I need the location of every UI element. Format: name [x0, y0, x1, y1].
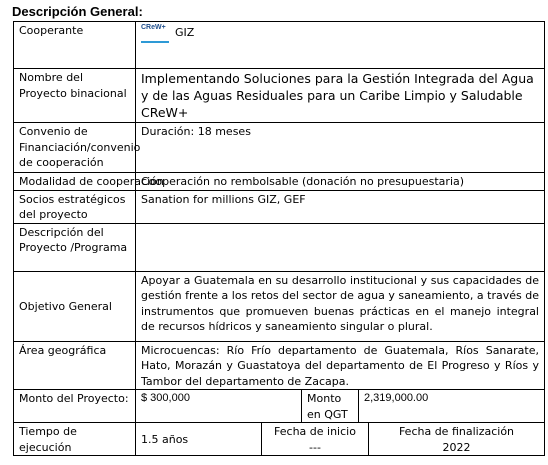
descripcion-value: [136, 223, 545, 271]
nombre-value: Implementando Soluciones para la Gestión Integrada del Agua y de las Aguas Residuales para un Caribe Limpio y Saludable CReW+: [136, 69, 545, 123]
row-monto: [14, 390, 545, 423]
area-value: Microcuencas: Río Frío departamento de Guatemala, Ríos Sanarate, Hato, Morazán y Guastatoya del departamento de El Progreso y Ríos y Tambor del departamento de Zacapa.: [136, 341, 545, 390]
row-socios: [14, 190, 545, 223]
cooperante-label: Cooperante: [14, 22, 136, 69]
fecha-inicio-label: Fecha de inicio: [274, 425, 356, 438]
fecha-fin-label: Fecha de finalización: [398, 425, 515, 438]
fecha-fin-value: 2022: [442, 440, 471, 454]
convenio-value: Duración: 18 meses: [136, 123, 545, 173]
monto-qgt-label: Monto en QGT: [302, 390, 359, 423]
modalidad-value: Cooperación no rembolsable (donación no presupuestaria): [136, 173, 545, 191]
tiempo-value: 1.5 años: [136, 423, 262, 456]
row-convenio: [14, 123, 545, 173]
fecha-inicio-cell: [262, 423, 369, 456]
tiempo-label: Tiempo de ejecución: [14, 423, 136, 456]
convenio-label: Convenio de Financiación/convenio de cooperación: [14, 123, 136, 173]
nombre-label: Nombre del Proyecto binacional: [14, 69, 136, 123]
row-nombre: [14, 69, 545, 123]
socios-value: Sanation for millions GIZ, GEF: [136, 190, 545, 223]
objetivo-value: Apoyar a Guatemala en su desarrollo institucional y sus capacidades de gestión frente a los retos del sector de agua y saneamiento, a través de instrumentos que promueven buenas prácticas en el manejo integral de recursos hídricos y saneamiento singular o plural.: [136, 271, 545, 341]
row-descripcion: [14, 223, 545, 271]
row-area: [14, 341, 545, 390]
fecha-inicio-value: ---: [309, 440, 321, 454]
objetivo-label: Objetivo General: [14, 271, 136, 341]
row-objetivo: [14, 271, 545, 341]
cooperante-value: GIZ: [175, 26, 195, 39]
row-tiempo: [14, 423, 545, 456]
area-label: Área geográfica: [14, 341, 136, 390]
monto-label: Monto del Proyecto:: [14, 390, 136, 423]
monto-qgt-value: 2,319,000.00: [359, 390, 545, 423]
descripcion-label: Descripción del Proyecto /Programa: [14, 223, 136, 271]
crew-logo: CReW+: [141, 23, 169, 43]
section-heading: Descripción General:: [12, 4, 143, 19]
socios-label: Socios estratégicos del proyecto: [14, 190, 136, 223]
modalidad-label: Modalidad de cooperación: [14, 173, 136, 191]
monto-usd: $ 300,000: [136, 390, 302, 423]
row-cooperante: [14, 22, 545, 69]
fecha-fin-cell: [369, 423, 545, 456]
row-modalidad: [14, 173, 545, 191]
project-table: [13, 21, 545, 456]
cooperante-value-cell: [136, 22, 545, 69]
